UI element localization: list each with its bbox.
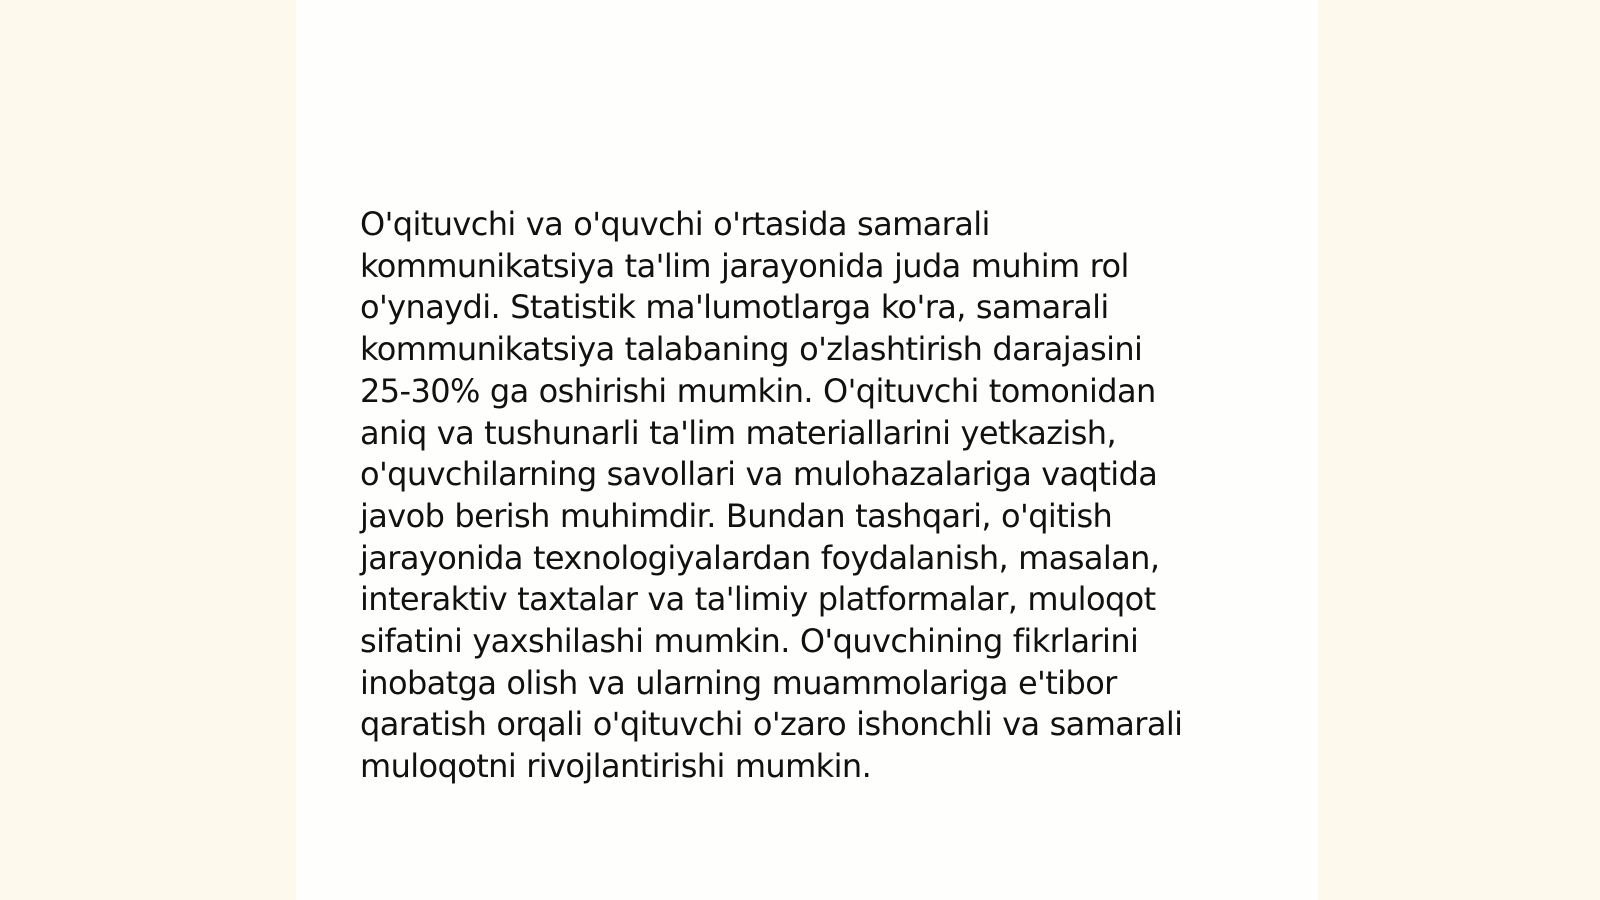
paragraph-line: muloqotni rivojlantirishi mumkin. [360,747,872,786]
paragraph-line: qaratish orqali o'qituvchi o'zaro ishonchli va samarali [360,705,1183,744]
paragraph-line: kommunikatsiya talabaning o'zlashtirish darajasini [360,330,1143,369]
paragraph-line: aniq va tushunarli ta'lim materiallarini yetkazish, [360,413,1117,452]
paragraph-line: kommunikatsiya ta'lim jarayonida juda muhim rol [360,246,1129,285]
paragraph-line: jarayonida texnologiyalardan foydalanish, masalan, [360,538,1160,577]
paragraph-line: 25-30% ga oshirishi mumkin. O'qituvchi tomonidan [360,371,1156,410]
paragraph-line: javob berish muhimdir. Bundan tashqari, o'qitish [360,496,1113,535]
paragraph-line: inobatga olish va ularning muammolariga e'tibor [360,663,1117,702]
paragraph-line: interaktiv taxtalar va ta'limiy platformalar, muloqot [360,580,1156,619]
paragraph-line: O'qituvchi va o'quvchi o'rtasida samarali [360,205,990,243]
slide-page [296,0,1318,900]
body-paragraph [360,204,1240,788]
paragraph-line: o'ynaydi. Statistik ma'lumotlarga ko'ra, samarali [360,288,1109,327]
paragraph-line: sifatini yaxshilashi mumkin. O'quvchining fikrlarini [360,622,1139,661]
paragraph-line: o'quvchilarning savollari va mulohazalariga vaqtida [360,455,1158,494]
